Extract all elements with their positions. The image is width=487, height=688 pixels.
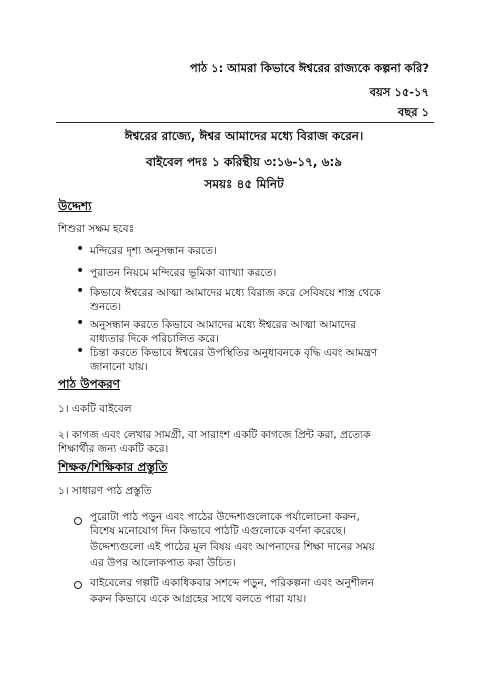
circle-bullet-icon: [74, 517, 82, 525]
objective-item: অনুসন্ধান করতে কিভাবে আমাদের মধ্যে ঈশ্বরের আত্মা আমাদের: [90, 319, 357, 331]
objective-item: পুরাতন নিয়মে মন্দিরের ভূমিকা ব্যাখ্যা করতে।: [90, 267, 277, 279]
materials-item-continued: শিক্ষার্থীর জন্য একটি করে।: [58, 443, 169, 455]
bullet-icon: •: [76, 343, 85, 359]
lesson-title: পাঠ ১: আমরা কিভাবে ঈশ্বরের রাজ্যকে কল্পনা করি?: [189, 61, 429, 75]
bible-passage: বাইবেল পদঃ ১ করিন্থীয় ৩:১৬-১৭, ৬:৯: [145, 155, 343, 169]
year-label: বছর ১: [397, 105, 429, 119]
preparation-subitem-continued: উদ্দেশ্যগুলো এই পাঠের মূল বিষয় এবং আপনাদের শিক্ষা দানের সময়: [90, 541, 375, 553]
materials-item: ২। কাগজ এবং লেখার সামগ্রী, বা সারাংশ একটি কাগজে প্রিন্ট করা, প্রত্যেক: [58, 429, 371, 441]
bullet-icon: •: [76, 241, 85, 257]
bullet-icon: •: [76, 263, 85, 279]
materials-item: ১। একটি বাইবেল: [58, 403, 132, 415]
lesson-duration: সময়ঃ ৪৫ মিনিট: [204, 177, 284, 191]
preparation-item: ১। সাধারণ পাঠ প্রস্তুতি: [58, 485, 152, 497]
preparation-heading: শিক্ষক/শিক্ষিকার প্রস্তুতি: [58, 460, 168, 474]
objective-item-continued: জানানো যায়।: [90, 361, 148, 373]
preparation-subitem-continued: বিশেষ মনোযোগ দিন কিভাবে পাঠটি এগুলোকে বর্ণনা করেছে।: [90, 525, 346, 537]
materials-heading: পাঠ উপকরণ: [58, 377, 120, 391]
bullet-icon: •: [76, 283, 85, 299]
preparation-subitem-continued: করুন কিভাবে একে আগ্রহের সাথে বলতে পারা যায়।: [90, 593, 307, 605]
preparation-subitem: বাইবেলের গল্পটি একাধিকবার সশব্দে পড়ুন, পরিকল্পনা এবং অনুশীলন: [90, 577, 375, 589]
preparation-subitem: পুরোটা পাঠ পড়ুন এবং পাঠের উদ্দেশ্যগুলোকে পর্যালোচনা করুন,: [90, 511, 360, 523]
header-divider: [56, 122, 434, 123]
age-range: বয়স ১৫-১৭: [369, 85, 429, 99]
objectives-heading: উদ্দেশ্য: [58, 199, 92, 213]
lesson-theme: ঈশ্বরের রাজ্যে, ঈশ্বর আমাদের মধ্যে বিরাজ করেন।: [124, 129, 364, 143]
circle-bullet-icon: [74, 581, 82, 589]
bullet-icon: •: [76, 315, 85, 331]
objective-item: কিভাবে ঈশ্বরের আত্মা আমাদের মধ্যে বিরাজ করে সেবিষয়ে শাস্ত্র থেকে: [90, 287, 381, 299]
objective-item-continued: শুনতে।: [90, 301, 122, 313]
objective-item: মন্দিরের দৃশ্য অনুসন্ধান করতে।: [90, 245, 217, 257]
objective-item: চিন্তা করতে কিভাবে ঈশ্বরের উপস্থিতির অনুধাবনকে বৃদ্ধি এবং আমন্ত্রণ: [90, 347, 378, 359]
objective-item-continued: বাধ্যতার দিকে পরিচালিত করে।: [90, 333, 220, 345]
preparation-subitem-continued: এর উপর আলোকপাত করা উচিত।: [90, 557, 236, 569]
objectives-intro: শিশুরা সক্ষম হবেঃ: [58, 223, 135, 235]
